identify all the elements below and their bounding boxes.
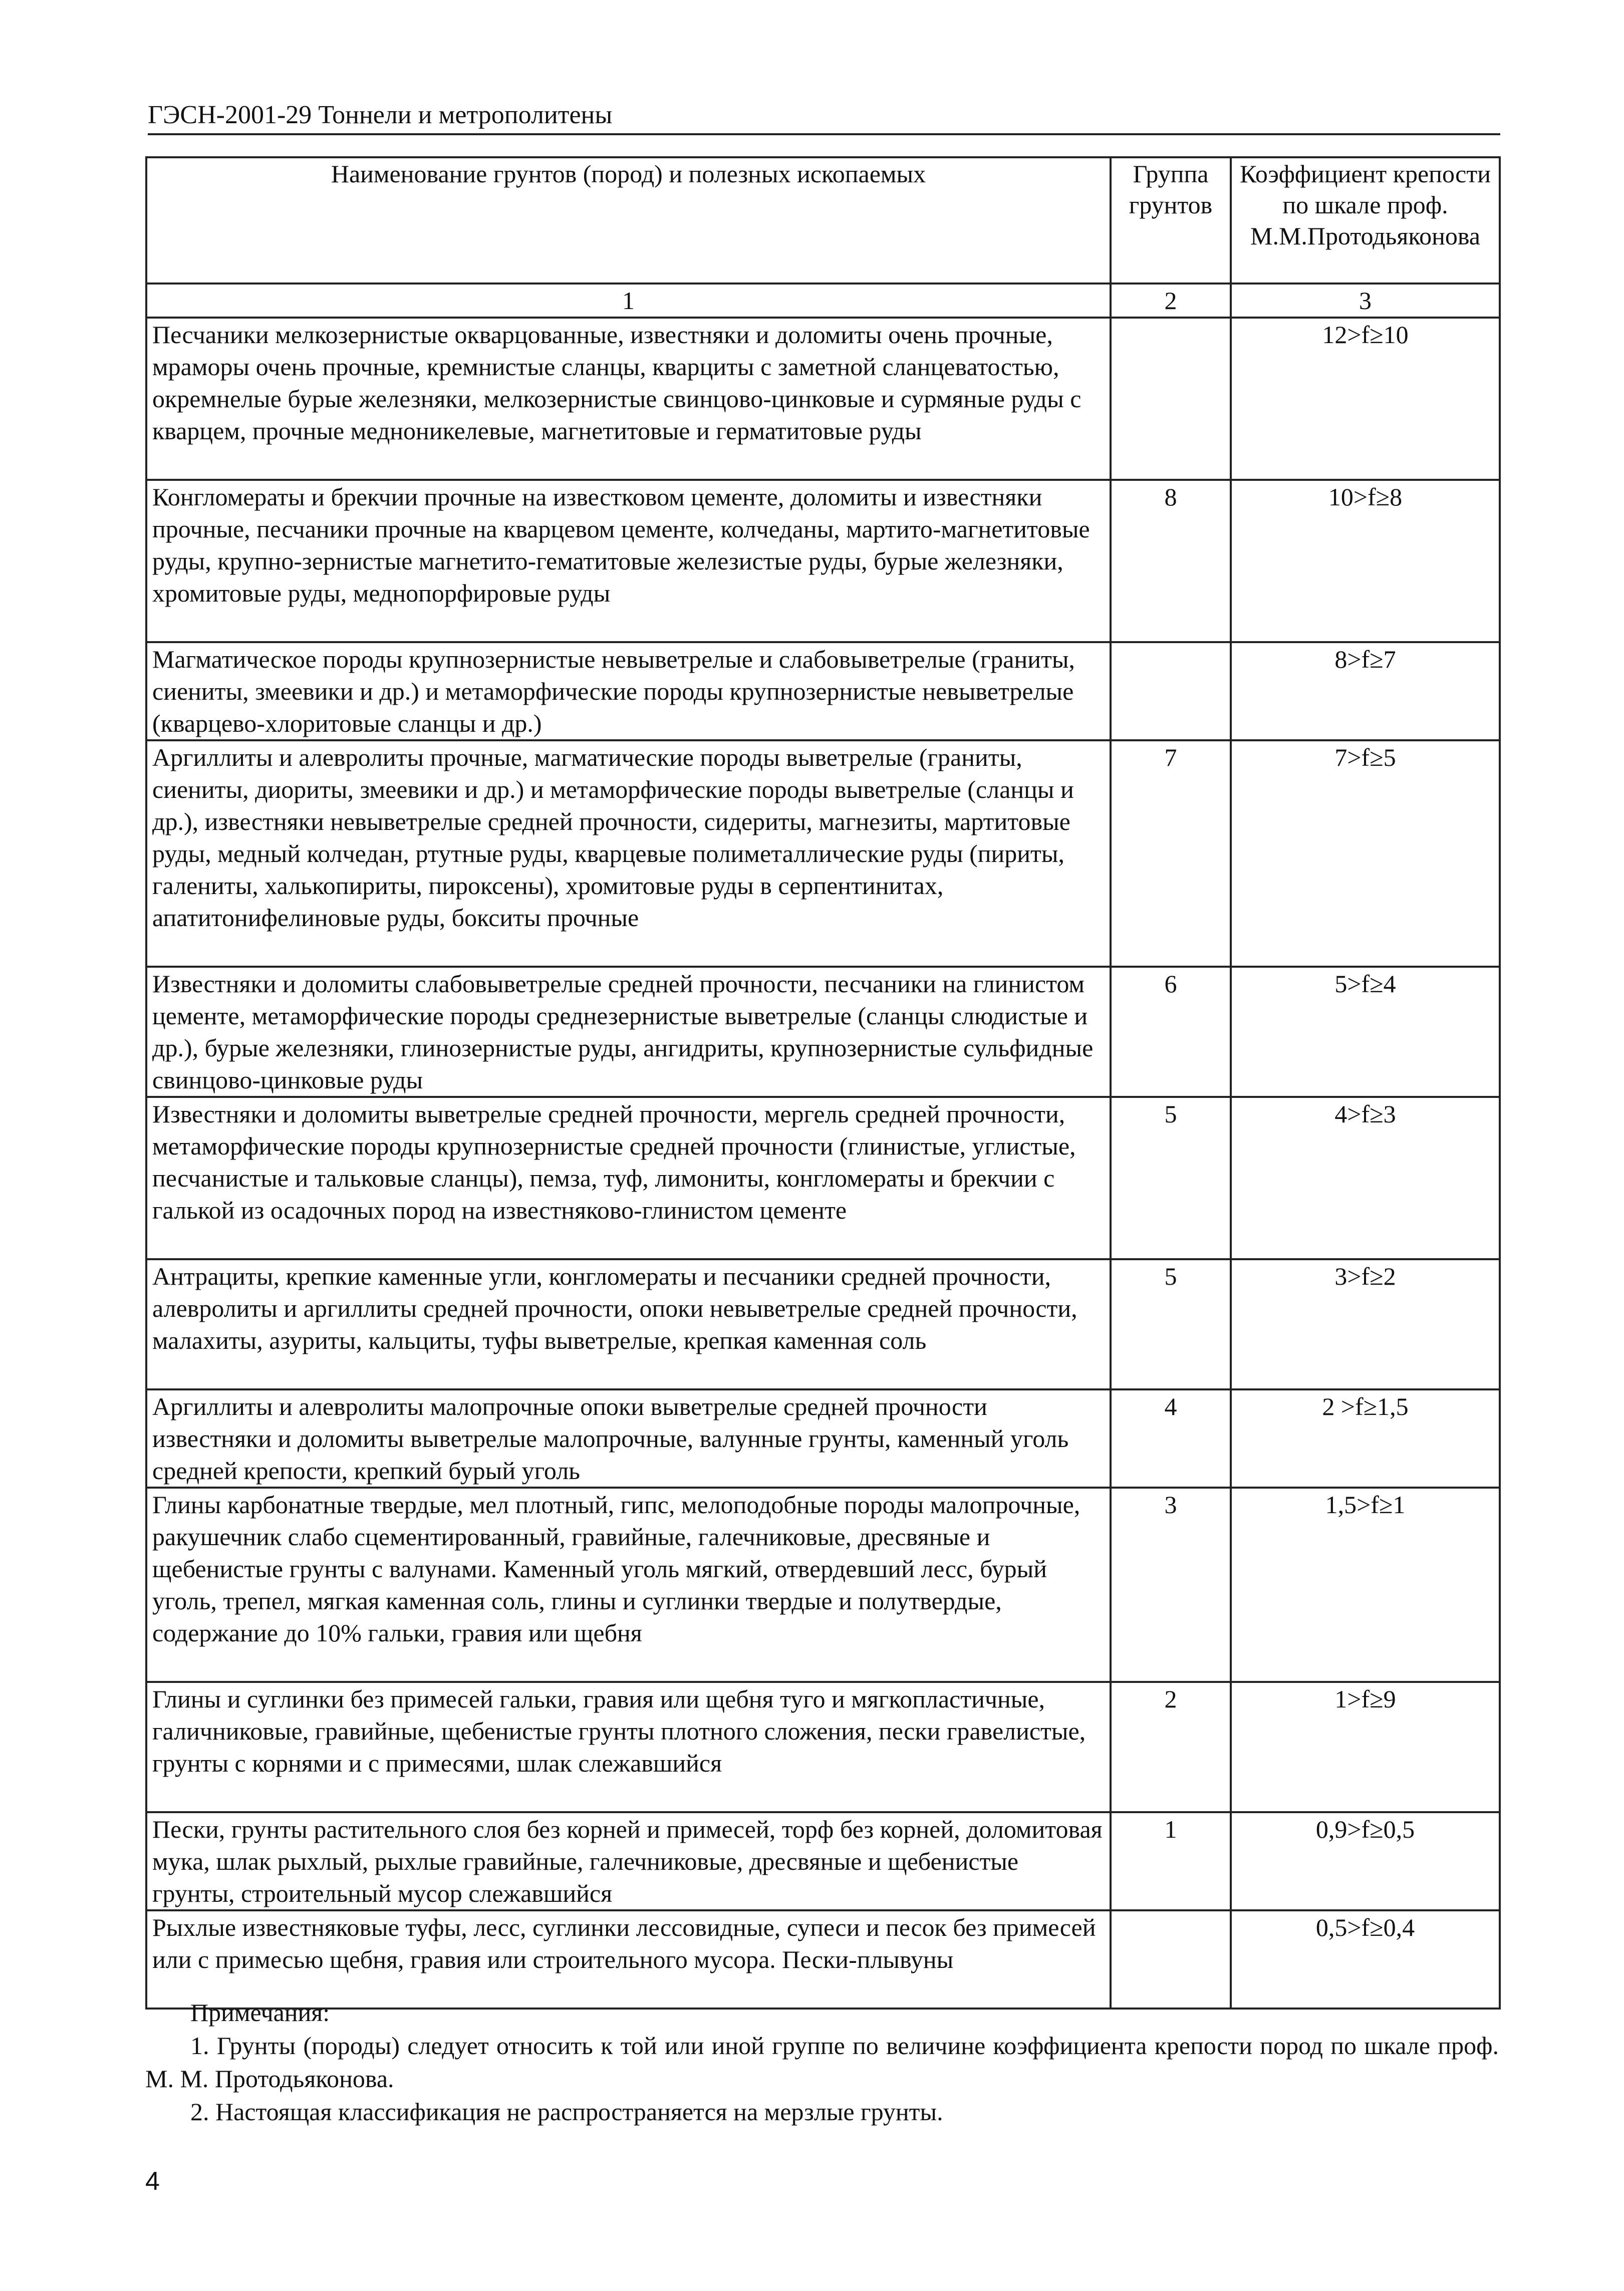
table-row [146, 1488, 1500, 1682]
row-group: 5 [1111, 1259, 1231, 1389]
row-coefficient: 2 >f≥1,5 [1231, 1389, 1500, 1488]
row-coefficient: 10>f≥8 [1231, 480, 1500, 642]
header-name: Наименование грунтов (пород) и полезных ископаемых [146, 157, 1111, 283]
table-row [146, 318, 1500, 480]
note-item: 2. Настоящая классификация не распространяется на мерзлые грунты. [190, 2098, 943, 2126]
row-coefficient: 0,5>f≥0,4 [1231, 1910, 1500, 2009]
row-name: Магматическое породы крупнозернистые невыветрелые и слабовыветрелые (граниты, сиениты, змеевики и др.) и метаморфические породы крупнозернистые невыветрелые (кварцево-хлоритовые сланцы и др.) [146, 642, 1111, 740]
row-group: 1 [1111, 1812, 1231, 1910]
row-group [1111, 642, 1231, 740]
soil-classification-table-wrap [145, 156, 1499, 2010]
table-row [146, 642, 1500, 740]
row-coefficient: 1>f≥9 [1231, 1682, 1500, 1812]
column-number-row [146, 283, 1500, 318]
document-title: ГЭСН-2001-29 Тоннели и метрополитены [148, 101, 613, 129]
row-coefficient: 4>f≥3 [1231, 1097, 1500, 1259]
table-row [146, 967, 1500, 1097]
row-coefficient: 12>f≥10 [1231, 318, 1500, 480]
row-group: 4 [1111, 1389, 1231, 1488]
row-coefficient: 1,5>f≥1 [1231, 1488, 1500, 1682]
row-name: Глины карбонатные твердые, мел плотный, гипс, мелоподобные породы малопрочные, ракушечник слабо сцементированный, гравийные, галечниковые, дресвяные и щебенистые грунты с валунами. Каменный уголь мягкий, отвердевший лесс, бурый уголь, трепел, мягкая каменная соль, глины и суглинки твердые и полутвердые, содержание до 10% гальки, гравия или щебня [146, 1488, 1111, 1682]
row-name: Аргиллиты и алевролиты прочные, магматические породы выветрелые (граниты, сиениты, диориты, змеевики и др.) и метаморфические породы выветрелые (сланцы и др.), известняки невыветрелые средней прочности, сидериты, магнезиты, мартитовые руды, медный колчедан, ртутные руды, кварцевые полиметаллические руды (пириты, галениты, халькопириты, пироксены), хромитовые руды в серпентинитах, апатитонифелиновые руды, бокситы прочные [146, 740, 1111, 967]
row-name: Антрациты, крепкие каменные угли, конгломераты и песчаники средней прочности, алевролиты и аргиллиты средней прочности, опоки невыветрелые средней прочности, малахиты, азуриты, кальциты, туфы выветрелые, крепкая каменная соль [146, 1259, 1111, 1389]
notes-section [145, 1996, 1499, 2128]
row-coefficient: 7>f≥5 [1231, 740, 1500, 967]
row-name: Глины и суглинки без примесей гальки, гравия или щебня туго и мягкопластичные, галичниковые, гравийные, щебенистые грунты плотного сложения, пески гравелистые, грунты с корнями и с примесями, шлак слежавшийся [146, 1682, 1111, 1812]
table-row [146, 740, 1500, 967]
note-item: 1. Грунты (породы) следует относить к той или иной группе по величине коэффициента крепости пород по шкале проф. М. М. Протодьяконова. [145, 2032, 1499, 2093]
table-row [146, 1097, 1500, 1259]
notes-heading: Примечания: [190, 1998, 330, 2027]
row-group: 3 [1111, 1488, 1231, 1682]
table-row [146, 1389, 1500, 1488]
row-name: Рыхлые известняковые туфы, лесс, суглинки лессовидные, супеси и песок без примесей или с примесью щебня, гравия или строительного мусора. Пески-плывуны [146, 1910, 1111, 2009]
row-coefficient: 0,9>f≥0,5 [1231, 1812, 1500, 1910]
soil-classification-table [145, 156, 1501, 2010]
row-group [1111, 318, 1231, 480]
table-row [146, 1812, 1500, 1910]
row-group: 7 [1111, 740, 1231, 967]
table-row [146, 480, 1500, 642]
row-name: Аргиллиты и алевролиты малопрочные опоки выветрелые средней прочности известняки и доломиты выветрелые малопрочные, валунные грунты, каменный уголь средней крепости, крепкий бурый уголь [146, 1389, 1111, 1488]
row-group [1111, 1910, 1231, 2009]
row-group: 8 [1111, 480, 1231, 642]
page-header [148, 100, 1500, 135]
row-name: Конгломераты и брекчии прочные на известковом цементе, доломиты и известняки прочные, песчаники прочные на кварцевом цементе, колчеданы, мартито-магнетитовые руды, крупно-зернистые магнетито-гематитовые железистые руды, бурые железняки, хромитовые руды, меднопорфировые руды [146, 480, 1111, 642]
header-coefficient: Коэффициент крепости по шкале проф. М.М.Протодьяконова [1231, 157, 1500, 283]
page-number: 4 [145, 2167, 160, 2196]
table-row [146, 1259, 1500, 1389]
row-name: Известняки и доломиты слабовыветрелые средней прочности, песчаники на глинистом цементе, метаморфические породы среднезернистые выветрелые (сланцы слюдистые и др.), бурые железняки, глинозернистые руды, ангидриты, крупнозернистые сульфидные свинцово-цинковые руды [146, 967, 1111, 1097]
row-name: Пески, грунты растительного слоя без корней и примесей, торф без корней, доломитовая мука, шлак рыхлый, рыхлые гравийные, галечниковые, дресвяные и щебенистые грунты, строительный мусор слежавшийся [146, 1812, 1111, 1910]
row-coefficient: 8>f≥7 [1231, 642, 1500, 740]
row-name: Известняки и доломиты выветрелые средней прочности, мергель средней прочности, метаморфические породы крупнозернистые средней прочности (глинистые, углистые, песчанистые и тальковые сланцы), пемза, туф, лимониты, конгломераты и брекчии с галькой из осадочных пород на известняково-глинистом цементе [146, 1097, 1111, 1259]
column-number: 3 [1231, 283, 1500, 318]
row-coefficient: 5>f≥4 [1231, 967, 1500, 1097]
row-group: 5 [1111, 1097, 1231, 1259]
row-group: 6 [1111, 967, 1231, 1097]
column-number: 1 [146, 283, 1111, 318]
column-number: 2 [1111, 283, 1231, 318]
table-row [146, 1682, 1500, 1812]
header-row [146, 157, 1500, 283]
table-row [146, 1910, 1500, 2009]
header-group: Группа грунтов [1111, 157, 1231, 283]
row-name: Песчаники мелкозернистые окварцованные, известняки и доломиты очень прочные, мраморы очень прочные, кремнистые сланцы, кварциты с заметной сланцеватостью, окремнелые бурые железняки, мелкозернистые свинцово-цинковые и сурмяные руды с кварцем, прочные медноникелевые, магнетитовые и герматитовые руды [146, 318, 1111, 480]
row-coefficient: 3>f≥2 [1231, 1259, 1500, 1389]
row-group: 2 [1111, 1682, 1231, 1812]
